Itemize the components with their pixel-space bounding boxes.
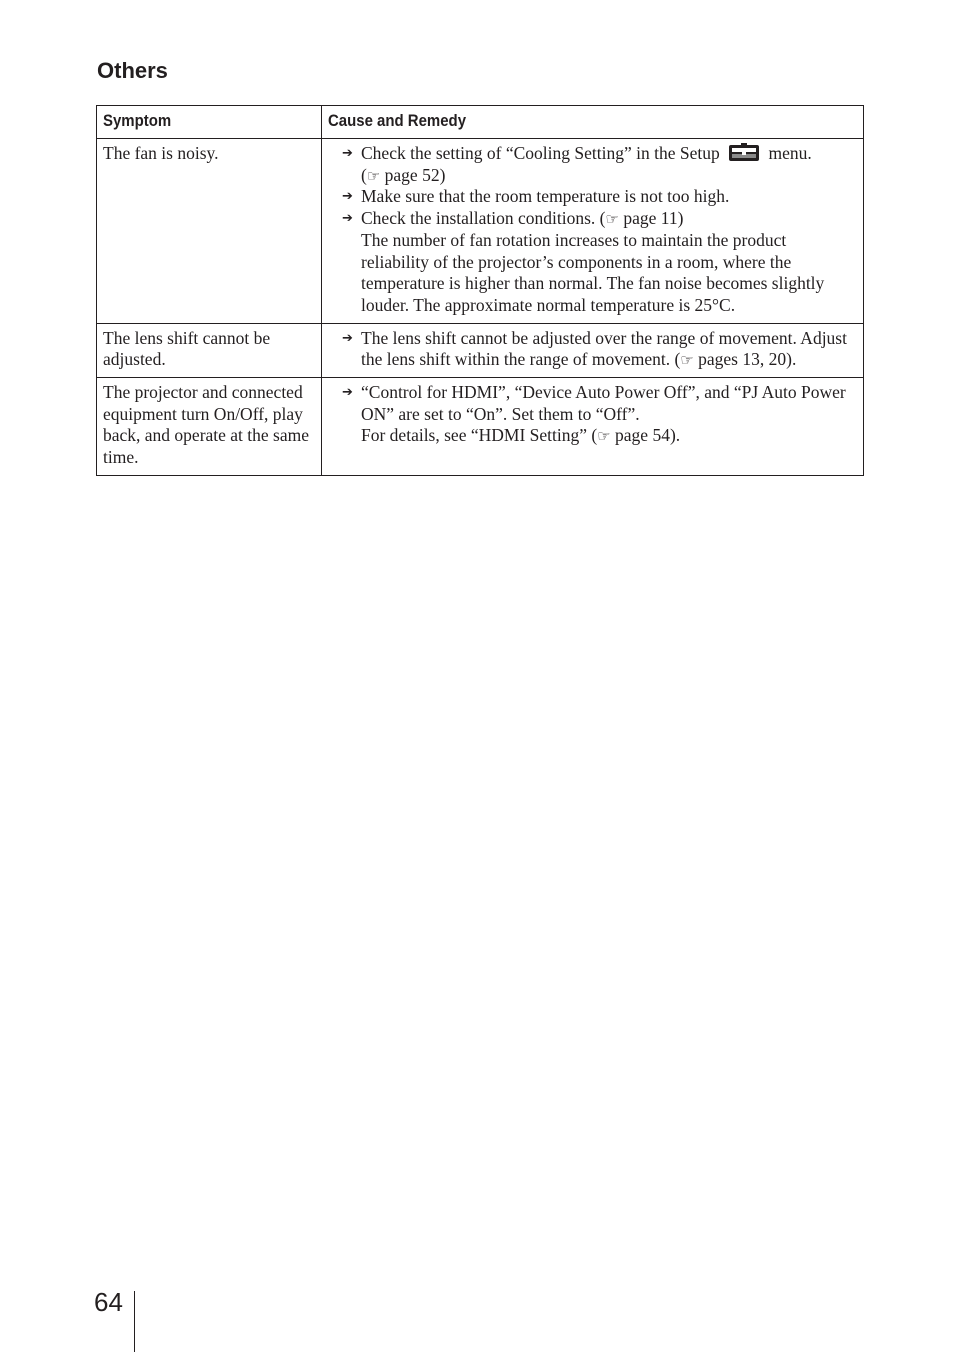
remedy-list	[328, 328, 857, 371]
remedy-cell	[322, 378, 864, 476]
remedy-list	[328, 143, 857, 230]
remedy-cell	[322, 323, 864, 377]
page-reference: page 11)	[618, 208, 684, 229]
section-title: Others	[97, 58, 168, 83]
remedy-text: menu.	[768, 143, 812, 163]
symptom-header	[97, 106, 322, 139]
page-reference: page 54).	[610, 425, 681, 446]
symptom-cell: The fan is noisy.	[97, 139, 322, 324]
symptom-cell: The projector and connected equipment turn On/Off, play back, and operate at the same time.	[97, 378, 322, 476]
remedy-header-label: Cause and Remedy	[328, 111, 467, 130]
pointing-hand-icon: ☞	[597, 427, 611, 446]
right-arrow-icon: ➔	[342, 385, 353, 401]
pointing-hand-icon: ☞	[605, 210, 619, 229]
remedy-text: The lens shift cannot be adjusted over the range of movement. Adjust the lens shift within the range of movement. (	[361, 327, 847, 370]
remedy-item	[328, 382, 857, 425]
remedy-item	[328, 186, 857, 208]
remedy-text: Check the installation conditions. (	[361, 208, 606, 229]
page-reference: (☞ page 52)	[361, 164, 446, 185]
remedy-item	[328, 143, 857, 186]
table-row	[97, 139, 864, 324]
remedy-text: “Control for HDMI”, “Device Auto Power Off”, and “PJ Auto Power ON” are set to “On”. Set them to “Off”.	[361, 382, 846, 424]
table-row	[97, 323, 864, 377]
right-arrow-icon: ➔	[342, 189, 353, 205]
symptom-header-label: Symptom	[103, 111, 172, 130]
pointing-hand-icon: ☞	[366, 166, 381, 185]
toolbox-icon	[728, 143, 760, 163]
page-number-divider	[134, 1291, 135, 1352]
remedy-note: For details, see “HDMI Setting” (☞ page 54).	[361, 425, 681, 446]
remedy-list	[328, 382, 857, 425]
remedy-note: The number of fan rotation increases to maintain the product reliability of the projector’s components in a room, where the temperature is higher than normal. The fan noise becomes slightly louder. The approximate normal temperature is 25°C.	[361, 229, 825, 315]
pointing-hand-icon: ☞	[680, 351, 694, 370]
table-row	[97, 378, 864, 476]
remedy-item	[328, 208, 857, 230]
right-arrow-icon: ➔	[342, 211, 353, 227]
remedy-item	[328, 328, 857, 371]
right-arrow-icon: ➔	[342, 146, 353, 161]
remedy-cell	[322, 139, 864, 324]
remedy-text: Check the setting of “Cooling Setting” in the Setup	[361, 143, 720, 163]
table-header-row	[97, 106, 864, 139]
page-reference: pages 13, 20).	[693, 349, 797, 370]
remedy-text: Make sure that the room temperature is not too high.	[361, 186, 730, 207]
symptom-cell: The lens shift cannot be adjusted.	[97, 323, 322, 377]
remedy-header	[322, 106, 864, 139]
right-arrow-icon: ➔	[342, 330, 353, 346]
page-number: 64	[94, 1287, 123, 1317]
troubleshooting-table	[96, 105, 864, 476]
